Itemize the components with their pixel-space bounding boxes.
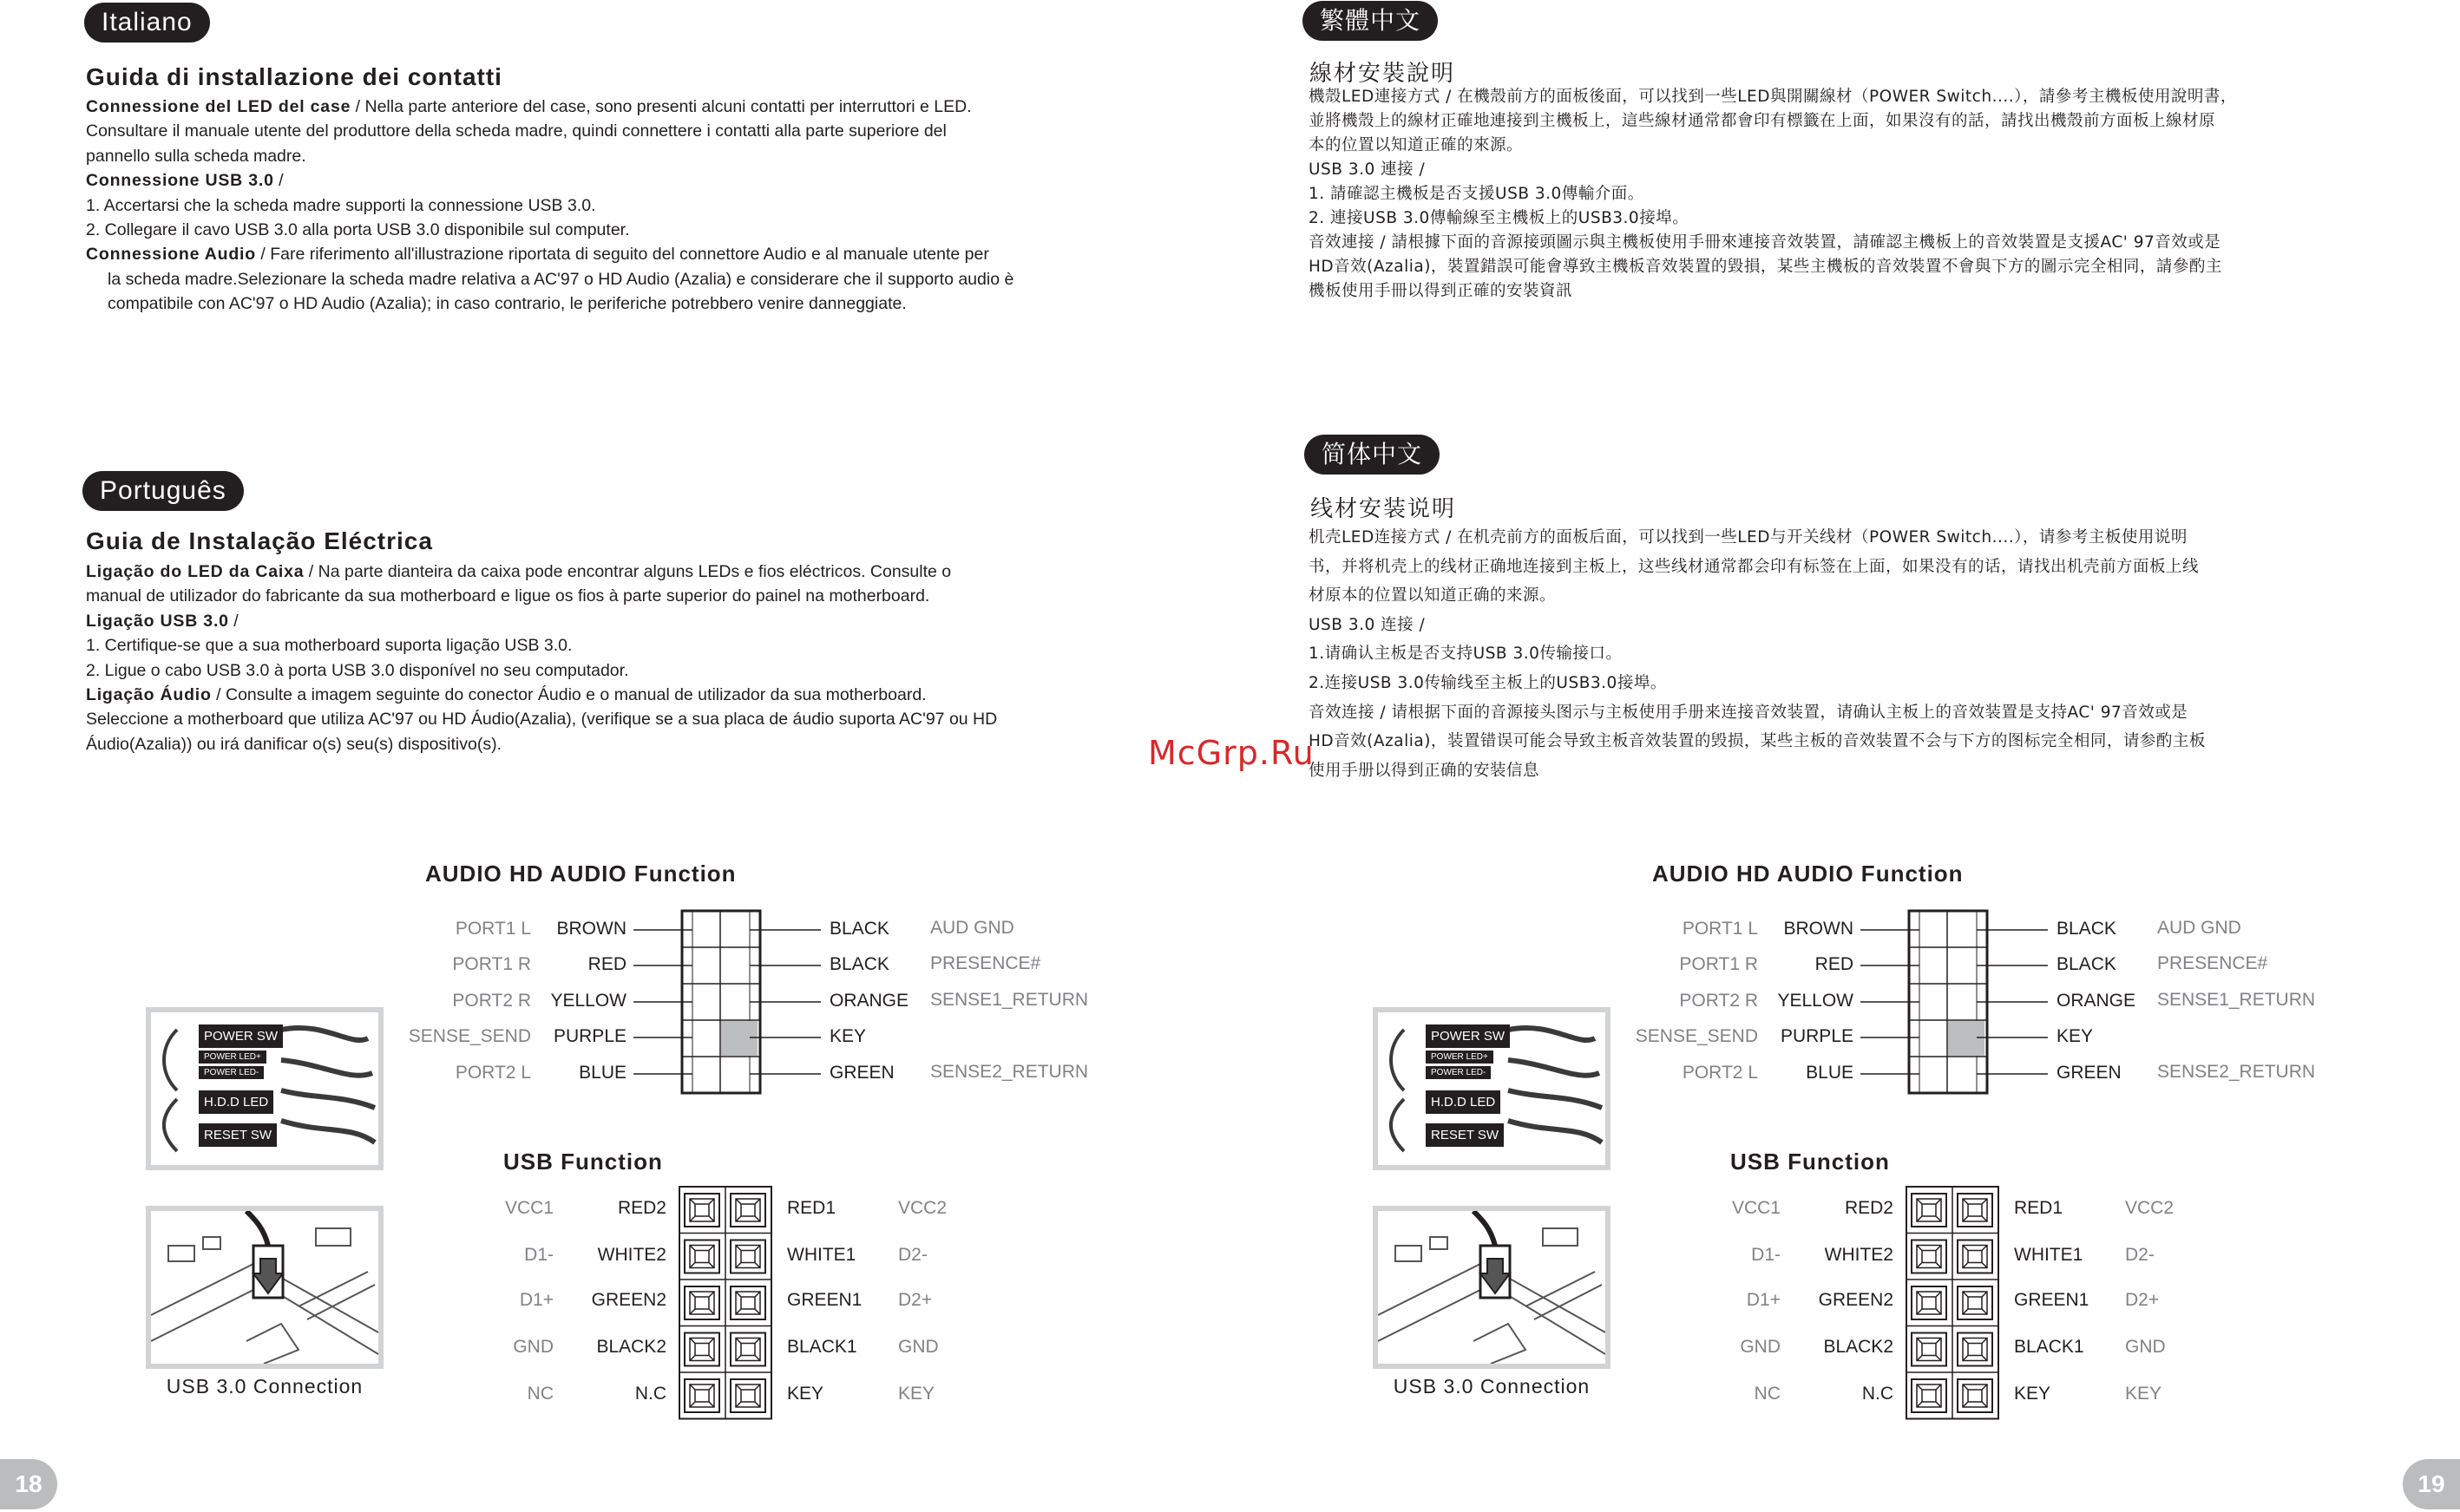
traditional-line: 本的位置以知道正確的來源。 <box>1309 136 1524 154</box>
audio-port-label: PORT2 R <box>452 991 531 1011</box>
usb-left-wire: RED2 <box>617 1198 666 1218</box>
usb-right-wire: RED1 <box>2014 1198 2063 1218</box>
audio-right-wire: BLACK <box>2057 954 2116 974</box>
portugues-title: Guia de Instalação Eléctrica <box>86 527 433 554</box>
portugues-usb-step-1: 1. Certifique-se que a sua motherboard suporta ligação USB 3.0. <box>86 636 573 656</box>
audio-function-label: PRESENCE# <box>930 953 1041 973</box>
usb-signal-label: GND <box>513 1337 554 1357</box>
usb-function-title: USB Function <box>503 1149 663 1175</box>
audio-left-wire: RED <box>587 954 626 974</box>
usb-signal-label: VCC1 <box>1731 1198 1781 1218</box>
switch-connector-label: POWER LED- <box>199 1066 264 1079</box>
italiano-led-text-2: Consultare il manuale utente del produttore della scheda madre, quindi connettere i contatti alla parte superiore del <box>86 121 947 141</box>
usb-signal-label: GND <box>1740 1337 1781 1357</box>
portugues-body <box>86 560 1171 756</box>
switch-connector-label: H.D.D LED <box>199 1090 273 1114</box>
portugues-usb-step-2: 2. Ligue o cabo USB 3.0 à porta USB 3.0 disponível no seu computador. <box>86 660 629 680</box>
usb-left-wire: GREEN2 <box>591 1290 666 1310</box>
simplified-line: USB 3.0 连接 / <box>1309 615 1426 634</box>
audio-left-wire: RED <box>1814 954 1853 974</box>
audio-port-label: PORT1 L <box>1682 919 1758 939</box>
audio-left-wire: YELLOW <box>1777 991 1853 1011</box>
portugues-audio-text-3: Áudio(Azalia)) ou irá danificar o(s) seu(s) dispositivo(s). <box>86 734 502 754</box>
traditional-line: USB 3.0 連接 / <box>1309 160 1426 179</box>
traditional-line: 並將機殼上的線材正確地連接到主機板上，這些線材通常都會印有標籤在上面，如果沒有的話，請找出機殼前方面板上線材原 <box>1309 112 2216 130</box>
usb-function-label: KEY <box>898 1384 935 1404</box>
audio-right-wire: KEY <box>2057 1026 2094 1046</box>
usb-function-label: D2+ <box>898 1290 933 1310</box>
simplified-line: 1.请确认主板是否支持USB 3.0传输接口。 <box>1309 645 1623 664</box>
audio-function-label: SENSE1_RETURN <box>930 990 1089 1010</box>
usb-left-wire: WHITE2 <box>597 1245 666 1265</box>
lang-pill-portugues: Português <box>82 471 244 511</box>
simplified-line: 机壳LED连接方式 / 在机壳前方的面板后面，可以找到一些LED与开关线材（POWER Switch....），请参考主板使用说明 <box>1309 528 2188 547</box>
portugues-audio-text-2: Seleccione a motherboard que utiliza AC'97 ou HD Áudio(Azalia), (verifique se a sua placa de áudio suporta AC'97 ou HD <box>86 710 998 730</box>
usb-right-wire: RED1 <box>787 1198 836 1218</box>
italiano-usb-slash: / <box>273 171 284 191</box>
usb-signal-label: NC <box>1754 1384 1781 1404</box>
watermark: McGrp.Ru <box>1148 734 1315 772</box>
traditional-line: 機板使用手冊以得到正確的安裝資訊 <box>1309 282 1573 300</box>
usb-signal-label: D1+ <box>1746 1290 1781 1310</box>
connector-diagram <box>1227 861 2316 1468</box>
audio-left-wire: BLUE <box>579 1063 626 1083</box>
usb-header-drawing <box>0 861 1041 1468</box>
portugues-usb-slash: / <box>228 611 239 631</box>
usb-left-wire: RED2 <box>1844 1198 1893 1218</box>
italiano-usb-step-2: 2. Collegare il cavo USB 3.0 alla porta USB 3.0 disponibile sul computer. <box>86 220 630 240</box>
switch-connector-label: POWER LED+ <box>1426 1051 1493 1064</box>
traditional-body <box>1309 85 2393 304</box>
simplified-title: 线材安装说明 <box>1310 496 1457 522</box>
simplified-line: 音效连接 / 请根据下面的音源接头图示与主板使用手册来连接音效装置，请确认主板上的音效装置是支持AC' 97音效或是 <box>1309 703 2188 722</box>
switch-connector-label: RESET SW <box>1426 1123 1504 1147</box>
usb3-connection-caption: USB 3.0 Connection <box>166 1375 364 1397</box>
usb-left-wire: GREEN2 <box>1818 1290 1893 1310</box>
italiano-audio-text-3: compatibile con AC'97 o HD Audio (Azalia); in caso contrario, le periferiche potrebbero venire danneggiate. <box>108 294 907 314</box>
italiano-usb-heading: Connessione USB 3.0 <box>86 171 274 191</box>
usb-left-wire: N.C <box>1861 1384 1893 1404</box>
usb-right-wire: BLACK1 <box>787 1337 857 1357</box>
usb-left-wire: WHITE2 <box>1824 1245 1893 1265</box>
audio-function-title: AUDIO HD AUDIO Function <box>1652 861 1964 887</box>
italiano-body <box>86 95 1171 317</box>
audio-right-wire: GREEN <box>830 1063 895 1083</box>
audio-port-label: PORT2 L <box>1682 1063 1758 1083</box>
audio-function-label: SENSE1_RETURN <box>2157 990 2316 1010</box>
simplified-line: 使用手册以得到正确的安装信息 <box>1309 761 1540 780</box>
switch-connector-label: RESET SW <box>199 1123 277 1147</box>
lang-pill-simplified: 简体中文 <box>1304 435 1440 475</box>
audio-right-wire: KEY <box>830 1026 867 1046</box>
connector-diagram <box>0 861 1089 1468</box>
audio-right-wire: ORANGE <box>830 991 909 1011</box>
audio-right-wire: ORANGE <box>2057 991 2136 1011</box>
simplified-line: 2.连接USB 3.0传输线至主板上的USB3.0接埠。 <box>1309 673 1667 692</box>
simplified-line: 材原本的位置以知道正确的来源。 <box>1309 586 1557 605</box>
usb-function-label: KEY <box>2125 1384 2162 1404</box>
switch-connector-label: H.D.D LED <box>1426 1090 1500 1114</box>
usb-right-wire: BLACK1 <box>2014 1337 2084 1357</box>
simplified-body <box>1309 523 2393 785</box>
usb-function-label: D2- <box>898 1245 928 1265</box>
diagram-right-page <box>1227 861 2316 1468</box>
audio-function-label: AUD GND <box>2157 918 2241 938</box>
portugues-audio-text: / Consulte a imagem seguinte do conector Áudio e o manual de utilizador da sua motherboard. <box>211 685 927 705</box>
audio-port-label: PORT1 L <box>455 919 531 939</box>
usb-function-label: D2- <box>2125 1245 2155 1265</box>
italiano-audio-text-2: la scheda madre.Selezionare la scheda madre relativa a AC'97 o HD Audio (Azalia) e considerare che il supporto audio è <box>108 269 1014 289</box>
traditional-line: 1. 請確認主機板是否支援USB 3.0傳輸介面。 <box>1309 185 1644 203</box>
usb-right-wire: WHITE1 <box>787 1245 856 1265</box>
italiano-usb-step-1: 1. Accertarsi che la scheda madre supporti la connessione USB 3.0. <box>86 195 596 215</box>
audio-port-label: PORT1 R <box>452 954 531 974</box>
switch-connector-label: POWER SW <box>199 1024 283 1048</box>
usb-function-label: GND <box>2125 1337 2166 1357</box>
page-number-left: 18 <box>0 1459 57 1509</box>
switch-connector-label: POWER SW <box>1426 1024 1510 1048</box>
traditional-title: 線材安裝說明 <box>1309 61 1456 87</box>
audio-port-label: SENSE_SEND <box>408 1026 531 1046</box>
portugues-audio-heading: Ligação Áudio <box>86 685 212 705</box>
usb-right-wire: GREEN1 <box>2014 1290 2089 1310</box>
page-number-right: 19 <box>2403 1459 2460 1509</box>
audio-right-wire: BLACK <box>830 954 889 974</box>
simplified-line: 书，并将机壳上的线材正确地连接到主板上，这些线材通常都会印有标签在上面，如果没有的话，请找出机壳前方面板上线 <box>1309 557 2200 576</box>
usb-right-wire: GREEN1 <box>787 1290 863 1310</box>
usb-left-wire: N.C <box>634 1384 666 1404</box>
usb-signal-label: D1+ <box>519 1290 554 1310</box>
audio-port-label: SENSE_SEND <box>1635 1026 1758 1046</box>
usb-function-label: D2+ <box>2125 1290 2160 1310</box>
usb-signal-label: D1- <box>524 1245 554 1265</box>
switch-connector-label: POWER LED- <box>1426 1066 1491 1079</box>
switch-connector-label: POWER LED+ <box>199 1051 266 1064</box>
audio-left-wire: PURPLE <box>553 1026 626 1046</box>
usb-right-wire: KEY <box>787 1384 824 1404</box>
audio-left-wire: BLUE <box>1806 1063 1853 1083</box>
diagram-left-page <box>0 861 1089 1468</box>
audio-function-label: SENSE2_RETURN <box>930 1062 1089 1082</box>
audio-right-wire: BLACK <box>2057 919 2116 939</box>
traditional-line: HD音效(Azalia)，裝置錯誤可能會導致主機板音效裝置的毀損，某些主機板的音效裝置不會與下方的圖示完全相同，請參酌主 <box>1309 258 2222 276</box>
audio-function-label: PRESENCE# <box>2157 953 2268 973</box>
usb-right-wire: KEY <box>2014 1384 2051 1404</box>
usb-signal-label: NC <box>527 1384 554 1404</box>
italiano-led-heading: Connessione del LED del case <box>86 97 351 116</box>
audio-function-label: SENSE2_RETURN <box>2157 1062 2316 1082</box>
italiano-audio-heading: Connessione Audio <box>86 245 256 265</box>
audio-left-wire: BROWN <box>1783 919 1853 939</box>
audio-function-label: AUD GND <box>930 918 1014 938</box>
italiano-led-text: / Nella parte anteriore del case, sono presenti alcuni contatti per interruttori e LED. <box>351 97 972 116</box>
portugues-usb-heading: Ligação USB 3.0 <box>86 611 229 631</box>
audio-left-wire: YELLOW <box>550 991 626 1011</box>
italiano-audio-text: / Fare riferimento all'illustrazione riportata di seguito del connettore Audio e al manuale utente per <box>255 245 989 265</box>
portugues-led-text: / Na parte dianteira da caixa pode encontrar alguns LEDs e fios eléctricos. Consulte o <box>304 562 952 581</box>
usb-left-wire: BLACK2 <box>1823 1337 1893 1357</box>
usb-right-wire: WHITE1 <box>2014 1245 2083 1265</box>
portugues-led-heading: Ligação do LED da Caixa <box>86 562 305 581</box>
audio-left-wire: PURPLE <box>1780 1026 1853 1046</box>
usb-left-wire: BLACK2 <box>596 1337 666 1357</box>
italiano-title: Guida di installazione dei contatti <box>86 63 502 90</box>
audio-port-label: PORT2 L <box>455 1063 531 1083</box>
audio-right-wire: BLACK <box>830 919 889 939</box>
audio-right-wire: GREEN <box>2057 1063 2122 1083</box>
usb3-connection-caption: USB 3.0 Connection <box>1393 1375 1591 1397</box>
portugues-led-text-2: manual de utilizador do fabricante da sua motherboard e ligue os fios à parte superior do painel na motherboard. <box>86 586 930 606</box>
lang-pill-traditional: 繁體中文 <box>1302 1 1438 41</box>
usb-function-label: GND <box>898 1337 939 1357</box>
audio-port-label: PORT2 R <box>1679 991 1758 1011</box>
simplified-line: HD音效(Azalia)，装置错误可能会导致主板音效装置的毁损，某些主板的音效装置不会与下方的图标完全相同，请参酌主板 <box>1309 732 2206 751</box>
audio-port-label: PORT1 R <box>1679 954 1758 974</box>
usb-function-label: VCC2 <box>898 1198 948 1218</box>
usb-function-title: USB Function <box>1730 1149 1890 1175</box>
audio-function-title: AUDIO HD AUDIO Function <box>425 861 737 887</box>
traditional-line: 2. 連接USB 3.0傳輸線至主機板上的USB3.0接埠。 <box>1309 209 1689 227</box>
traditional-line: 音效連接 / 請根據下面的音源接頭圖示與主機板使用手冊來連接音效裝置，請確認主機板上的音效裝置是支援AC' 97音效或是 <box>1309 233 2221 252</box>
italiano-led-text-3: pannello sulla scheda madre. <box>86 146 306 166</box>
usb-header-drawing <box>1227 861 2268 1468</box>
usb-signal-label: D1- <box>1751 1245 1781 1265</box>
audio-left-wire: BROWN <box>556 919 626 939</box>
lang-pill-italiano: Italiano <box>84 3 210 43</box>
usb-function-label: VCC2 <box>2125 1198 2175 1218</box>
traditional-line: 機殼LED連接方式 / 在機殼前方的面板後面，可以找到一些LED與開關線材（POWER Switch....），請參考主機板使用說明書， <box>1309 88 2237 106</box>
usb-signal-label: VCC1 <box>504 1198 554 1218</box>
